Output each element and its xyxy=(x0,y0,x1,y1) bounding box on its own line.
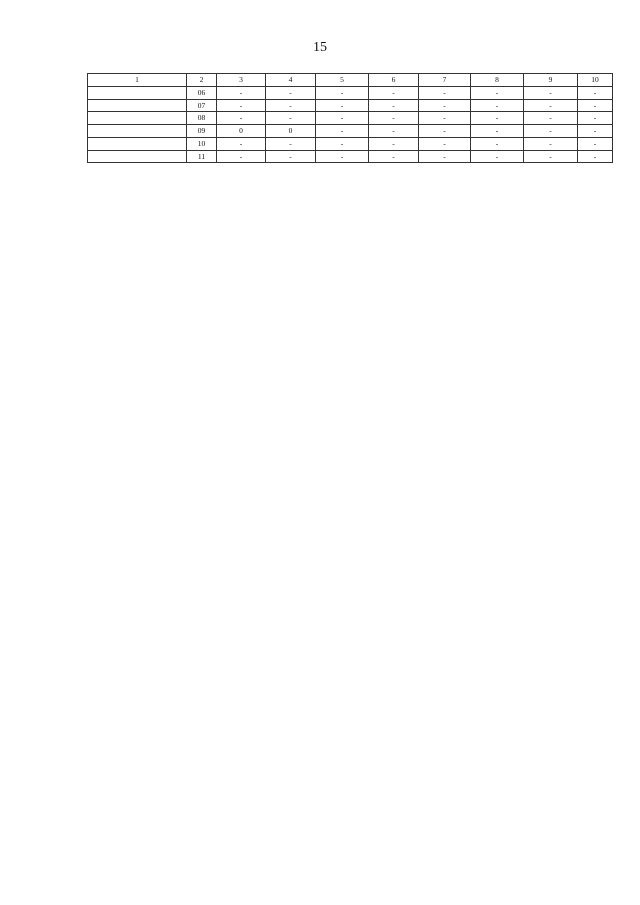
column-header: 10 xyxy=(578,74,613,87)
row-value: - xyxy=(471,99,524,112)
row-name xyxy=(88,99,187,112)
page-number: 15 xyxy=(313,40,327,55)
row-value: - xyxy=(316,112,369,125)
row-name xyxy=(88,112,187,125)
row-value: - xyxy=(471,125,524,138)
column-header: 2 xyxy=(187,74,217,87)
row-value: - xyxy=(524,125,578,138)
row-code: 11 xyxy=(187,150,217,163)
row-value: - xyxy=(471,86,524,99)
table-body xyxy=(88,86,613,163)
column-header: 4 xyxy=(266,74,316,87)
row-value: - xyxy=(369,112,419,125)
row-code: 08 xyxy=(187,112,217,125)
row-value: - xyxy=(419,112,471,125)
row-value: - xyxy=(266,112,316,125)
row-value: - xyxy=(316,137,369,150)
row-value: - xyxy=(266,99,316,112)
row-value: - xyxy=(578,112,613,125)
row-value: - xyxy=(471,137,524,150)
row-value: - xyxy=(369,86,419,99)
table-header xyxy=(88,74,613,87)
row-value: - xyxy=(316,150,369,163)
row-value: - xyxy=(217,150,266,163)
row-value: 0 xyxy=(266,125,316,138)
row-value: - xyxy=(266,86,316,99)
row-value: - xyxy=(524,150,578,163)
column-header: 5 xyxy=(316,74,369,87)
column-header: 3 xyxy=(217,74,266,87)
row-value: - xyxy=(369,125,419,138)
column-header: 7 xyxy=(419,74,471,87)
row-value: - xyxy=(471,112,524,125)
row-code: 06 xyxy=(187,86,217,99)
column-header: 8 xyxy=(471,74,524,87)
row-value: - xyxy=(471,150,524,163)
row-value: - xyxy=(419,86,471,99)
row-name xyxy=(88,150,187,163)
row-value: - xyxy=(369,150,419,163)
report-table xyxy=(87,73,613,163)
row-value: - xyxy=(217,137,266,150)
row-value: - xyxy=(217,112,266,125)
table-row xyxy=(88,125,613,138)
row-value: - xyxy=(316,86,369,99)
row-value: - xyxy=(578,86,613,99)
row-value: - xyxy=(316,125,369,138)
row-value: - xyxy=(578,150,613,163)
row-code: 07 xyxy=(187,99,217,112)
row-value: - xyxy=(578,125,613,138)
column-header: 6 xyxy=(369,74,419,87)
row-value: - xyxy=(217,99,266,112)
row-value: - xyxy=(316,99,369,112)
table-row xyxy=(88,112,613,125)
row-value: - xyxy=(419,137,471,150)
column-header: 1 xyxy=(88,74,187,87)
row-value: - xyxy=(578,99,613,112)
row-name xyxy=(88,137,187,150)
table-row xyxy=(88,99,613,112)
row-value: - xyxy=(266,137,316,150)
row-value: - xyxy=(369,137,419,150)
row-value: - xyxy=(524,99,578,112)
row-name xyxy=(88,125,187,138)
row-value: - xyxy=(419,99,471,112)
table-row xyxy=(88,150,613,163)
row-value: - xyxy=(419,125,471,138)
row-value: - xyxy=(369,99,419,112)
row-code: 09 xyxy=(187,125,217,138)
row-name xyxy=(88,86,187,99)
row-code: 10 xyxy=(187,137,217,150)
row-value: - xyxy=(524,86,578,99)
row-value: - xyxy=(419,150,471,163)
row-value: - xyxy=(266,150,316,163)
row-value: - xyxy=(524,137,578,150)
row-value: - xyxy=(524,112,578,125)
table-row xyxy=(88,137,613,150)
column-header: 9 xyxy=(524,74,578,87)
row-value: - xyxy=(217,86,266,99)
table-row xyxy=(88,86,613,99)
row-value: 0 xyxy=(217,125,266,138)
row-value: - xyxy=(578,137,613,150)
